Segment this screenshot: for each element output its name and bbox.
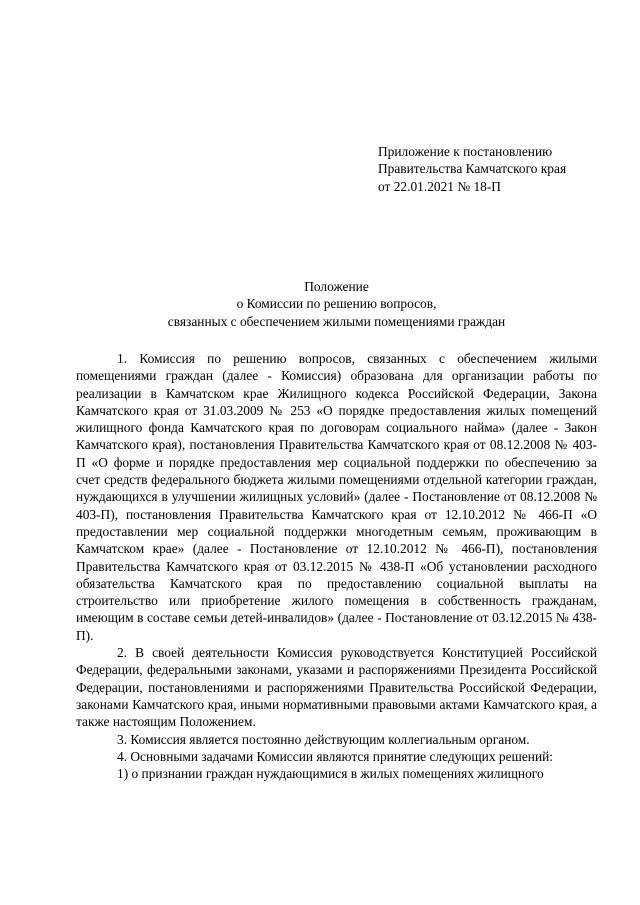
- annex-line-1: Приложение к постановлению: [378, 144, 553, 159]
- title-line-1: Положение: [304, 279, 369, 294]
- paragraph-1: 1. Комиссия по решению вопросов, связанных с обеспечением жилыми помещениями граждан (далее - Комиссия) образована для организации работы по реализации в Камчатском крае Жилищного кодекса Российской Федерации, Закона Камчатского края от 31.03.2009 № 253 «О порядке предоставления жилых помещений жилищного фонда Камчатского края по договорам социального найма» (далее - Закон Камчатского края), постановления Правительства Камчатского края от 08.12.2008 № 403-П «О форме и порядке предоставления мер социальной поддержки по обеспечению за счет средств федерального бюджета жилыми помещениями отдельной категории граждан, нуждающихся в улучшении жилищных условий» (далее - Постановление от 08.12.2008 № 403-П), постановления Правительства Камчатского края от 12.10.2012 № 466-П «О предоставлении мер социальной поддержки многодетным семьям, проживающим в Камчатском крае» (далее - Постановление от 12.10.2012 № 466-П), постановления Правительства Камчатского края от 03.12.2015 № 438-П «Об установлении расходного обязательства Камчатского края по предоставлению социальной выплаты на строительство или приобретение жилого помещения в собственность гражданам, имеющим в составе семьи детей-инвалидов» (далее - Постановление от 03.12.2015 № 438-П).: [76, 351, 597, 643]
- paragraph-5: 1) о признании граждан нуждающимися в жилых помещениях жилищного: [117, 766, 544, 782]
- title-line-2: о Комиссии по решению вопросов,: [236, 296, 437, 312]
- paragraph-4: 4. Основными задачами Комиссии являются принятие следующих решений:: [117, 748, 554, 764]
- annex-header: [378, 143, 618, 195]
- document-title: [76, 278, 597, 330]
- title-line-3: связанных с обеспечением жилыми помещениями граждан: [167, 313, 506, 329]
- paragraph-2: 2. В своей деятельности Комиссия руководствуется Конституцией Российской Федерации, федеральными законами, указами и распоряжениями Президента Российской Федерации, постановлениями и распоряжениями Правительства Российской Федерации, законами Камчатского края, иными нормативными правовыми актами Камчатского края, а также настоящим Положением.: [76, 645, 597, 730]
- annex-line-3: от 22.01.2021 № 18-П: [378, 178, 501, 194]
- paragraph-3: 3. Комиссия является постоянно действующим коллегиальным органом.: [117, 731, 530, 747]
- document-body: [76, 350, 597, 782]
- annex-line-2: Правительства Камчатского края: [378, 161, 567, 177]
